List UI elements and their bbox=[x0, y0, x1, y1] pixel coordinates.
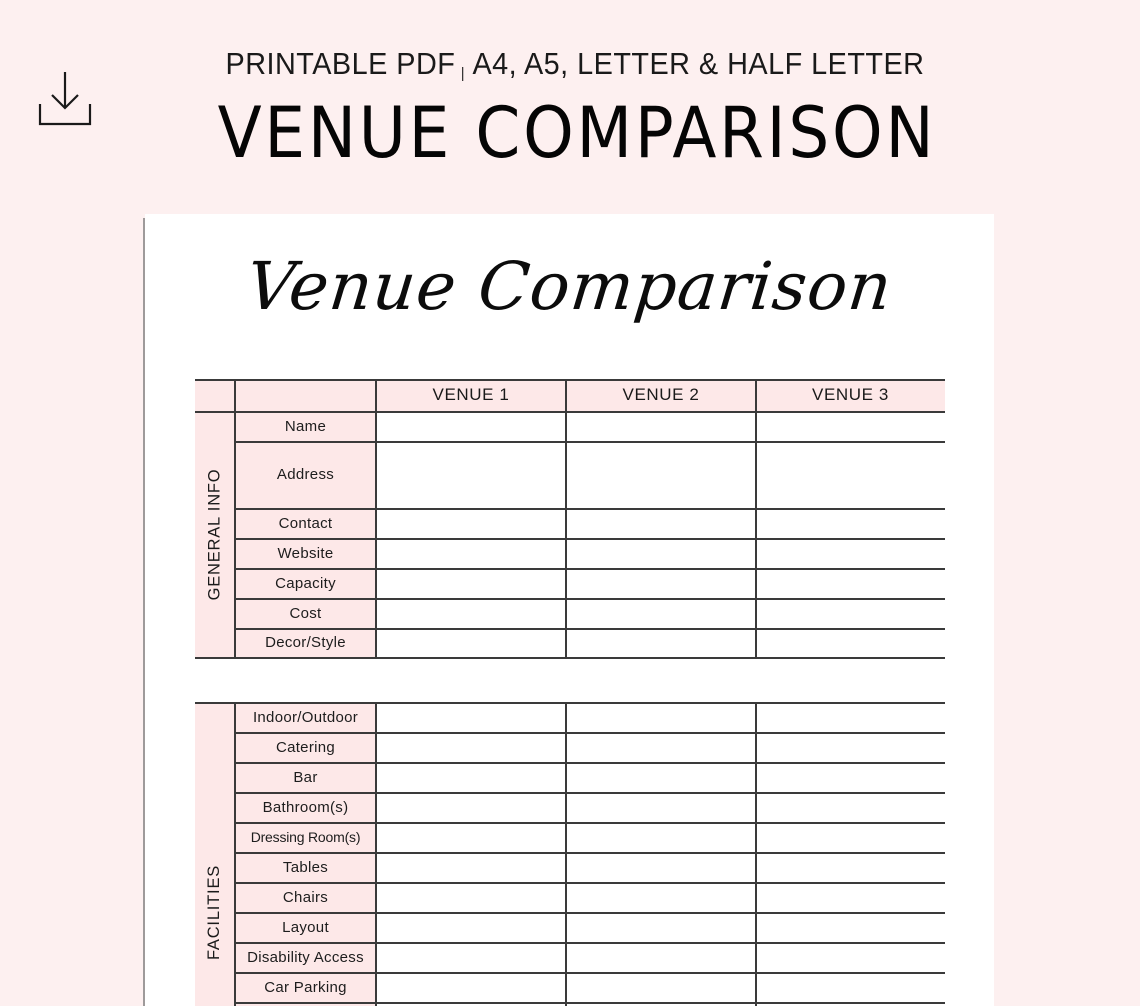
table-divider bbox=[565, 379, 567, 658]
table-divider bbox=[234, 379, 236, 658]
table-rule bbox=[235, 972, 945, 974]
table-divider bbox=[755, 702, 757, 1006]
table-rule bbox=[195, 657, 945, 659]
general-info-table bbox=[195, 379, 945, 658]
table-rule bbox=[235, 568, 945, 570]
row-label-website: Website bbox=[277, 544, 334, 562]
venue-1-general-cells[interactable] bbox=[376, 411, 566, 657]
table-rule bbox=[235, 882, 945, 884]
table-divider bbox=[375, 379, 377, 658]
table-rule bbox=[235, 852, 945, 854]
format-subtitle bbox=[40, 46, 1110, 82]
table-rule bbox=[235, 792, 945, 794]
row-label-bar: Bar bbox=[293, 768, 318, 786]
table-rule bbox=[195, 702, 945, 704]
row-label-layout: Layout bbox=[282, 918, 329, 936]
table-rule bbox=[195, 411, 945, 413]
venue-1-header: VENUE 1 bbox=[432, 385, 510, 404]
table-rule bbox=[235, 508, 945, 510]
row-label-chairs: Chairs bbox=[282, 888, 329, 906]
venue-3-facilities-cells[interactable] bbox=[756, 702, 945, 1006]
facilities-table bbox=[195, 702, 945, 1006]
table-rule bbox=[195, 379, 945, 381]
row-label-capacity: Capacity bbox=[275, 574, 336, 592]
sheet-title: Venue Comparison bbox=[243, 248, 896, 325]
table-rule bbox=[235, 1002, 945, 1004]
table-divider bbox=[755, 379, 757, 658]
venue-1-facilities-cells[interactable] bbox=[376, 702, 566, 1006]
section-label-general-info: GENERAL INFO bbox=[205, 468, 224, 600]
row-label-bathrooms: Bathroom(s) bbox=[262, 798, 349, 816]
venue-2-header: VENUE 2 bbox=[622, 385, 700, 404]
row-label-tables: Tables bbox=[282, 858, 329, 876]
venue-2-facilities-cells[interactable] bbox=[566, 702, 756, 1006]
table-rule bbox=[235, 912, 945, 914]
page-headline: VENUE COMPARISON bbox=[217, 92, 937, 174]
subtitle-formats: A4, A5, LETTER & HALF LETTER bbox=[472, 46, 925, 81]
row-label-cost: Cost bbox=[289, 604, 322, 622]
row-label-contact: Contact bbox=[278, 514, 333, 532]
table-rule bbox=[235, 822, 945, 824]
row-label-decor-style: Decor/Style bbox=[265, 634, 346, 651]
row-label-dressing-rooms: Dressing Room(s) bbox=[250, 829, 361, 845]
table-rule bbox=[235, 598, 945, 600]
row-label-catering: Catering bbox=[275, 738, 336, 756]
table-rule bbox=[235, 762, 945, 764]
row-label-name: Name bbox=[284, 417, 327, 435]
section-label-facilities: FACILITIES bbox=[205, 864, 224, 960]
venue-2-general-cells[interactable] bbox=[566, 411, 756, 657]
subtitle-product: PRINTABLE PDF bbox=[225, 46, 456, 81]
table-divider bbox=[565, 702, 567, 1006]
row-label-disability-access: Disability Access bbox=[247, 948, 364, 966]
table-rule bbox=[235, 732, 945, 734]
table-rule bbox=[235, 628, 945, 630]
table-rule bbox=[235, 942, 945, 944]
table-rule bbox=[235, 538, 945, 540]
row-label-address: Address bbox=[276, 466, 335, 483]
row-label-indoor-outdoor: Indoor/Outdoor bbox=[252, 708, 359, 726]
table-divider bbox=[375, 702, 377, 1006]
venue-3-general-cells[interactable] bbox=[756, 411, 945, 657]
table-rule bbox=[235, 441, 945, 443]
row-label-car-parking: Car Parking bbox=[264, 978, 347, 996]
venue-3-header: VENUE 3 bbox=[812, 385, 889, 404]
subtitle-separator: | bbox=[460, 65, 465, 82]
table-divider bbox=[234, 702, 236, 1006]
